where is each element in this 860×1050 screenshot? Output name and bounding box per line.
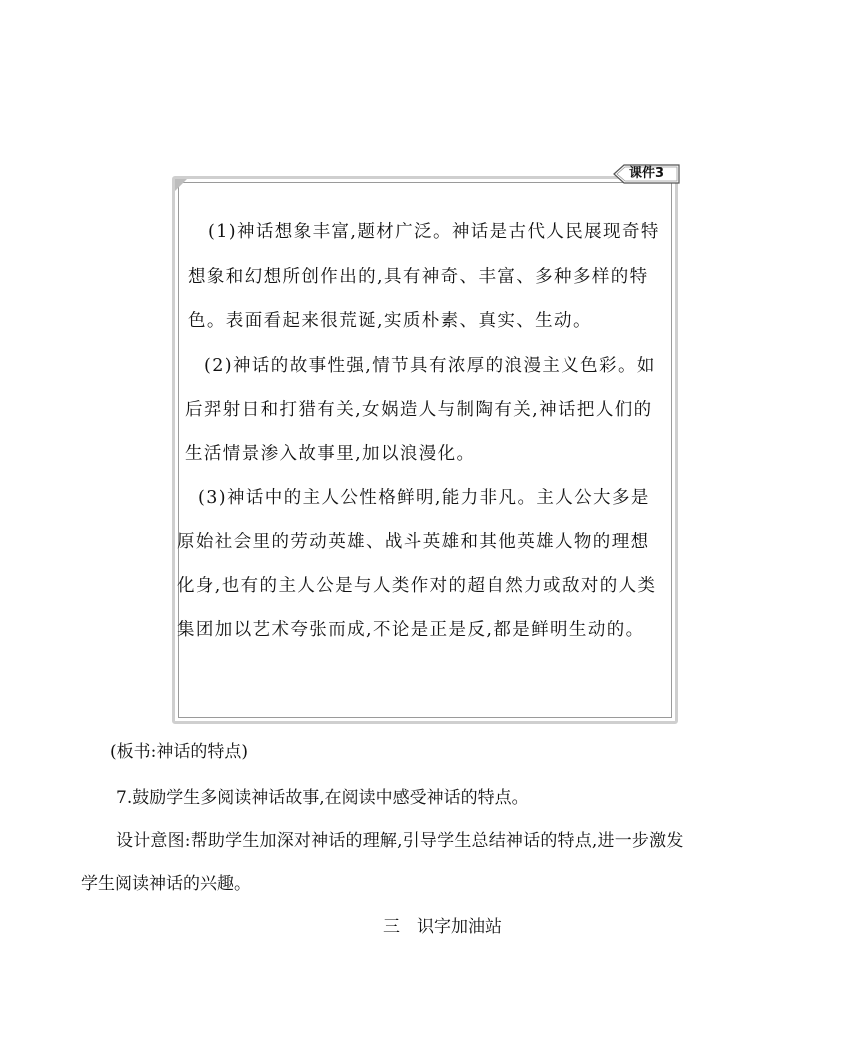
teaching-step-7: 7.鼓励学生多阅读神话故事,在阅读中感受神话的特点。 <box>116 788 529 808</box>
courseware-tag-label: 课件3 <box>629 166 665 181</box>
card-text-line: (1)神话想象丰富,题材广泛。神话是古代人民展现奇特 <box>208 222 660 242</box>
card-text-line: 原始社会里的劳动英雄、战斗英雄和其他英雄人物的理想 <box>177 532 650 552</box>
design-intent-line-1: 设计意图:帮助学生加深对神话的理解,引导学生总结神话的特点,进一步激发 <box>116 831 684 851</box>
board-note: (板书:神话的特点) <box>110 742 248 762</box>
card-text-line: 生活情景渗入故事里,加以浪漫化。 <box>185 444 476 464</box>
card-text-line: (2)神话的故事性强,情节具有浓厚的浪漫主义色彩。如 <box>204 356 656 376</box>
card-text-line: (3)神话中的主人公性格鲜明,能力非凡。主人公大多是 <box>198 488 650 508</box>
courseware-tag <box>613 164 681 184</box>
card-text-line: 后羿射日和打猎有关,女娲造人与制陶有关,神话把人们的 <box>185 400 653 420</box>
card-text-line: 色。表面看起来很荒诞,实质朴素、真实、生动。 <box>188 311 592 331</box>
card-text-line: 化身,也有的主人公是与人类作对的超自然力或敌对的人类 <box>177 576 657 596</box>
card-text-line: 集团加以艺术夸张而成,不论是正是反,都是鲜明生动的。 <box>177 620 645 640</box>
card-corner-fold-icon <box>175 179 187 191</box>
section-heading: 三 识字加油站 <box>383 917 502 937</box>
card-text-line: 想象和幻想所创作出的,具有神奇、丰富、多种多样的特 <box>188 267 649 287</box>
design-intent-line-2: 学生阅读神话的兴趣。 <box>81 874 251 894</box>
